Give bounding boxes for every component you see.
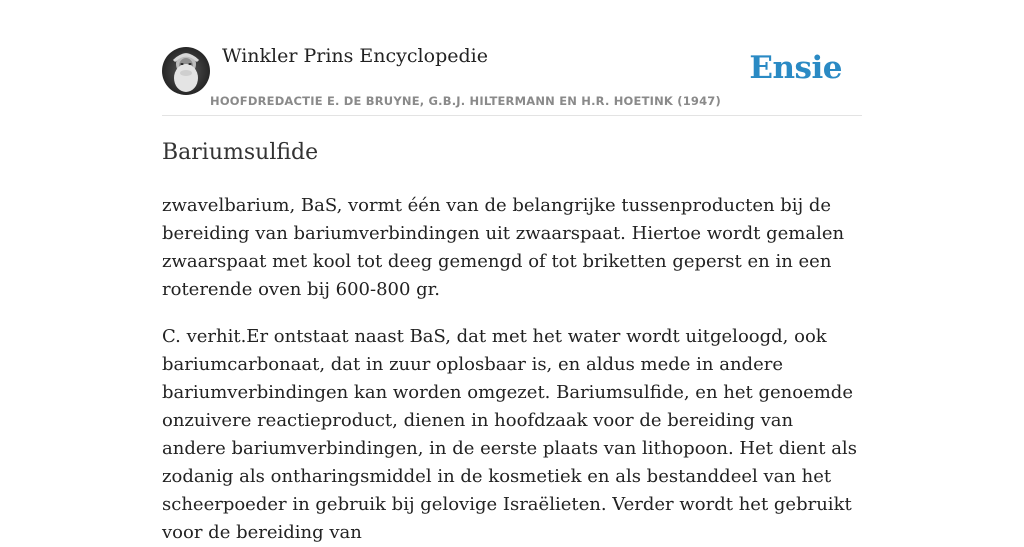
article-paragraph-1: zwavelbarium, BaS, vormt één van de belangrijke tussenproducten bij de bereiding van bariumverbindingen uit zwaarspaat. Hiertoe wordt gemalen zwaarspaat met kool tot deeg gemengd of tot briketten geperst en in een roterende oven bij 600-800 gr. [162,195,845,300]
publication-title: Winkler Prins Encyclopedie [222,45,488,67]
header [162,0,862,116]
portrait-image [162,47,210,95]
ensie-logo-link[interactable]: Ensie [749,50,842,86]
article-paragraph-2: C. verhit.Er ontstaat naast BaS, dat met het water wordt uitgeloogd, ook bariumcarbonaat, dat in zuur oplosbaar is, en aldus mede in andere bariumverbindingen kan worden omgezet. Bariumsulfide, en het genoemde onzuivere reactieproduct, dienen in hoofdzaak voor de bereiding van andere bariumverbindingen, in de eerste plaats van lithopoon. Het dient als zodanig als ontharingsmiddel in de kosmetiek en als bestanddeel van het scheerpoeder in gebruik bij gelovige Israëlieten. Verder wordt het gebruikt voor de bereiding van [162,326,857,543]
publication-editors: HOOFDREDACTIE E. DE BRUYNE, G.B.J. HILTERMANN EN H.R. HOETINK (1947) [210,94,721,108]
page [162,0,862,543]
author-portrait [162,47,210,95]
article-title: Bariumsulfide [162,140,319,165]
